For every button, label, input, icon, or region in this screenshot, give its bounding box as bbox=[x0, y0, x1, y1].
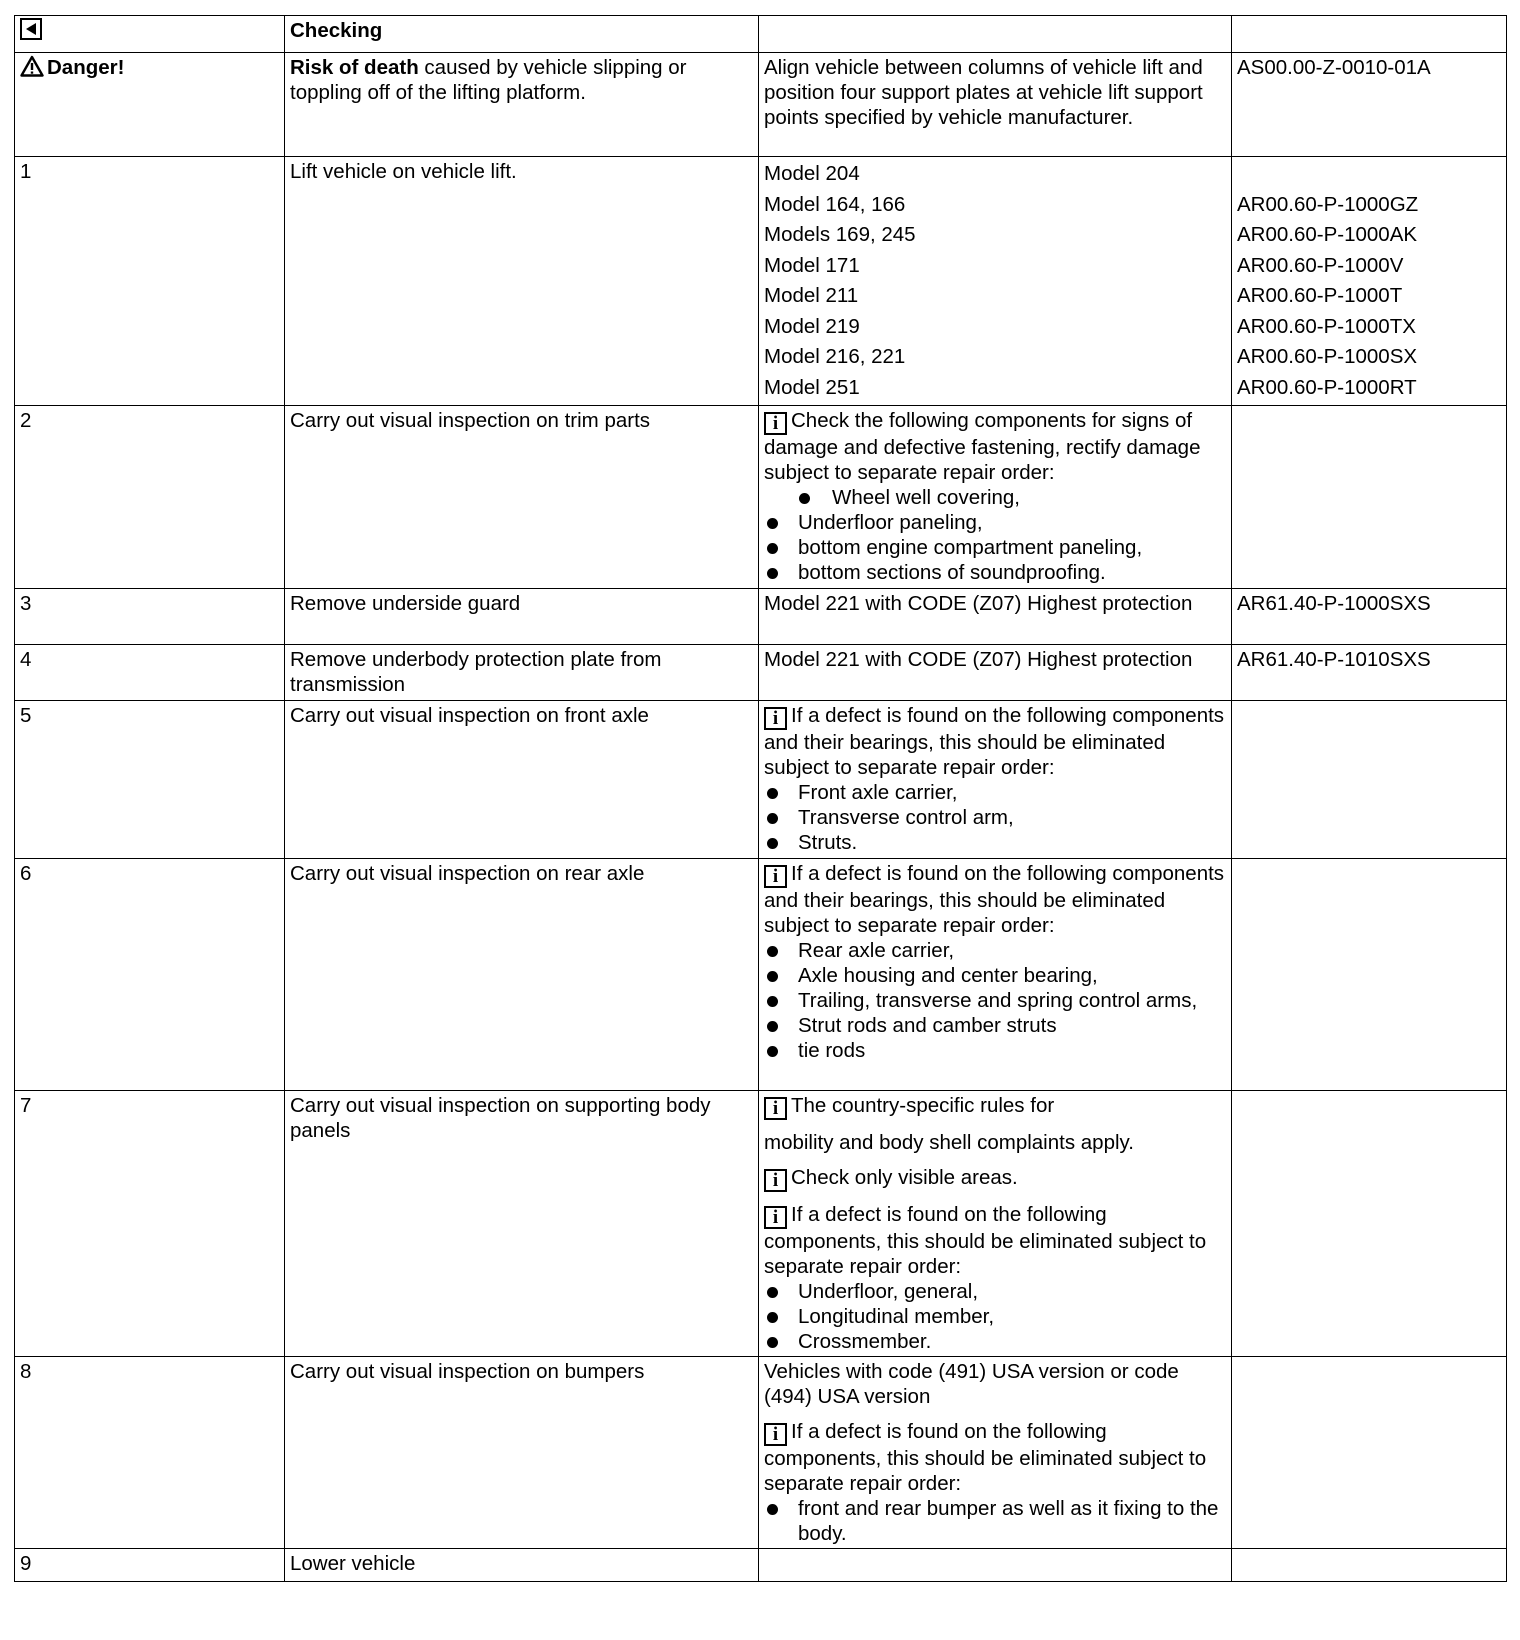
model-ref[interactable]: AR00.60-P-1000RT bbox=[1237, 375, 1417, 399]
step-action: Lower vehicle bbox=[285, 1549, 759, 1582]
step-row bbox=[15, 701, 1507, 859]
info-icon: i bbox=[764, 1097, 787, 1120]
list-item: Transverse control arm, bbox=[764, 805, 1227, 830]
list-item: Rear axle carrier, bbox=[764, 938, 1227, 963]
step-info: Model 221 with CODE (Z07) Highest protection bbox=[759, 589, 1232, 645]
model-label: Models 169, 245 bbox=[764, 223, 916, 246]
list-item: Underfloor paneling, bbox=[764, 510, 1227, 535]
list-item: Underfloor, general, bbox=[764, 1279, 1227, 1304]
step-number: 7 bbox=[15, 1091, 285, 1357]
model-ref-list bbox=[1232, 157, 1507, 406]
list-item: bottom sections of soundproofing. bbox=[764, 560, 1227, 585]
list-item: tie rods bbox=[764, 1038, 1227, 1063]
header-icon-cell bbox=[15, 16, 285, 53]
info-icon: i bbox=[764, 707, 787, 730]
step-action: Carry out visual inspection on bumpers bbox=[285, 1357, 759, 1549]
list-item: front and rear bumper as well as it fixing to the body. bbox=[764, 1496, 1227, 1546]
step-action: Lift vehicle on vehicle lift. bbox=[285, 157, 759, 406]
info-icon: i bbox=[764, 1423, 787, 1446]
risk-text: caused by vehicle slipping or toppling off of the lifting platform. bbox=[290, 56, 687, 104]
model-ref[interactable]: AR00.60-P-1000TX bbox=[1237, 314, 1416, 338]
checking-procedure-table bbox=[14, 15, 1507, 1582]
step-row bbox=[15, 589, 1507, 645]
step-row bbox=[15, 645, 1507, 701]
danger-label: Danger! bbox=[47, 56, 125, 79]
note-text: Check the following components for signs of damage and defective fastening, rectify damage subject to separate repair order: bbox=[764, 409, 1201, 484]
step-action: Carry out visual inspection on supporting body panels bbox=[285, 1091, 759, 1357]
header-row bbox=[15, 16, 1507, 53]
list-item: Trailing, transverse and spring control arms, bbox=[764, 988, 1227, 1013]
danger-instruction: Align vehicle between columns of vehicle lift and position four support plates at vehicle lift support points specified by vehicle manufacturer. bbox=[759, 53, 1232, 157]
step-action: Carry out visual inspection on front axle bbox=[285, 701, 759, 859]
info-icon: i bbox=[764, 1169, 787, 1192]
model-label: Model 251 bbox=[764, 375, 860, 399]
list-item: Front axle carrier, bbox=[764, 780, 1227, 805]
model-label: Model 171 bbox=[764, 253, 860, 277]
model-ref[interactable]: AR00.60-P-1000V bbox=[1237, 253, 1404, 277]
model-label: Model 204 bbox=[764, 162, 860, 185]
model-label: Model 216, 221 bbox=[764, 345, 906, 368]
model-label: Model 219 bbox=[764, 314, 860, 338]
step-ref[interactable]: AR61.40-P-1000SXS bbox=[1232, 589, 1507, 645]
step-number: 6 bbox=[15, 859, 285, 1091]
model-ref[interactable]: AR00.60-P-1000AK bbox=[1237, 223, 1418, 246]
note-text: If a defect is found on the following components, this should be eliminated subject to separate repair order: bbox=[764, 1203, 1207, 1278]
list-item: Axle housing and center bearing, bbox=[764, 963, 1227, 988]
step-number: 1 bbox=[15, 157, 285, 406]
step-ref[interactable]: AR61.40-P-1010SXS bbox=[1232, 645, 1507, 701]
note-text: If a defect is found on the following components and their bearings, this should be eliminated subject to separate repair order: bbox=[764, 704, 1225, 779]
note-text: Check only visible areas. bbox=[791, 1166, 1018, 1189]
list-item: bottom engine compartment paneling, bbox=[764, 535, 1227, 560]
step-number: 5 bbox=[15, 701, 285, 859]
risk-label: Risk of death bbox=[290, 56, 419, 79]
danger-ref: AS00.00-Z-0010-01A bbox=[1232, 53, 1507, 157]
step-action: Remove underbody protection plate from transmission bbox=[285, 645, 759, 701]
list-item: Crossmember. bbox=[764, 1329, 1227, 1354]
danger-row bbox=[15, 53, 1507, 157]
info-icon: i bbox=[764, 412, 787, 435]
list-item: Longitudinal member, bbox=[764, 1304, 1227, 1329]
step-number: 3 bbox=[15, 589, 285, 645]
note-text: mobility and body shell complaints apply. bbox=[764, 1131, 1134, 1154]
step-row bbox=[15, 1549, 1507, 1582]
step-number: 2 bbox=[15, 406, 285, 589]
model-ref[interactable] bbox=[1237, 159, 1502, 190]
note-text: If a defect is found on the following components, this should be eliminated subject to separate repair order: bbox=[764, 1420, 1207, 1495]
step-row bbox=[15, 157, 1507, 406]
step-info: Vehicles with code (491) USA version or code (494) USA version bbox=[764, 1360, 1179, 1408]
list-item: Wheel well covering, bbox=[764, 485, 1227, 510]
model-list bbox=[759, 157, 1232, 406]
model-label: Model 211 bbox=[764, 284, 859, 307]
step-row bbox=[15, 1091, 1507, 1357]
info-icon: i bbox=[764, 865, 787, 888]
model-ref[interactable]: AR00.60-P-1000SX bbox=[1237, 345, 1418, 368]
info-icon: i bbox=[764, 1206, 787, 1229]
note-text: The country-specific rules for bbox=[791, 1094, 1055, 1117]
step-action: Carry out visual inspection on rear axle bbox=[285, 859, 759, 1091]
step-row bbox=[15, 859, 1507, 1091]
step-number: 8 bbox=[15, 1357, 285, 1549]
list-item: Strut rods and camber struts bbox=[764, 1013, 1227, 1038]
step-number: 4 bbox=[15, 645, 285, 701]
step-row bbox=[15, 406, 1507, 589]
warning-triangle-icon bbox=[20, 55, 44, 77]
step-info: Model 221 with CODE (Z07) Highest protection bbox=[759, 645, 1232, 701]
note-text: If a defect is found on the following components and their bearings, this should be eliminated subject to separate repair order: bbox=[764, 862, 1225, 937]
model-ref[interactable]: AR00.60-P-1000GZ bbox=[1237, 192, 1419, 216]
model-ref[interactable]: AR00.60-P-1000T bbox=[1237, 284, 1403, 307]
back-arrow-icon[interactable] bbox=[20, 18, 42, 40]
header-title: Checking bbox=[285, 16, 759, 53]
step-action: Carry out visual inspection on trim parts bbox=[285, 406, 759, 589]
step-row bbox=[15, 1357, 1507, 1549]
list-item: Struts. bbox=[764, 830, 1227, 855]
step-action: Remove underside guard bbox=[285, 589, 759, 645]
model-label: Model 164, 166 bbox=[764, 192, 906, 216]
step-number: 9 bbox=[15, 1549, 285, 1582]
